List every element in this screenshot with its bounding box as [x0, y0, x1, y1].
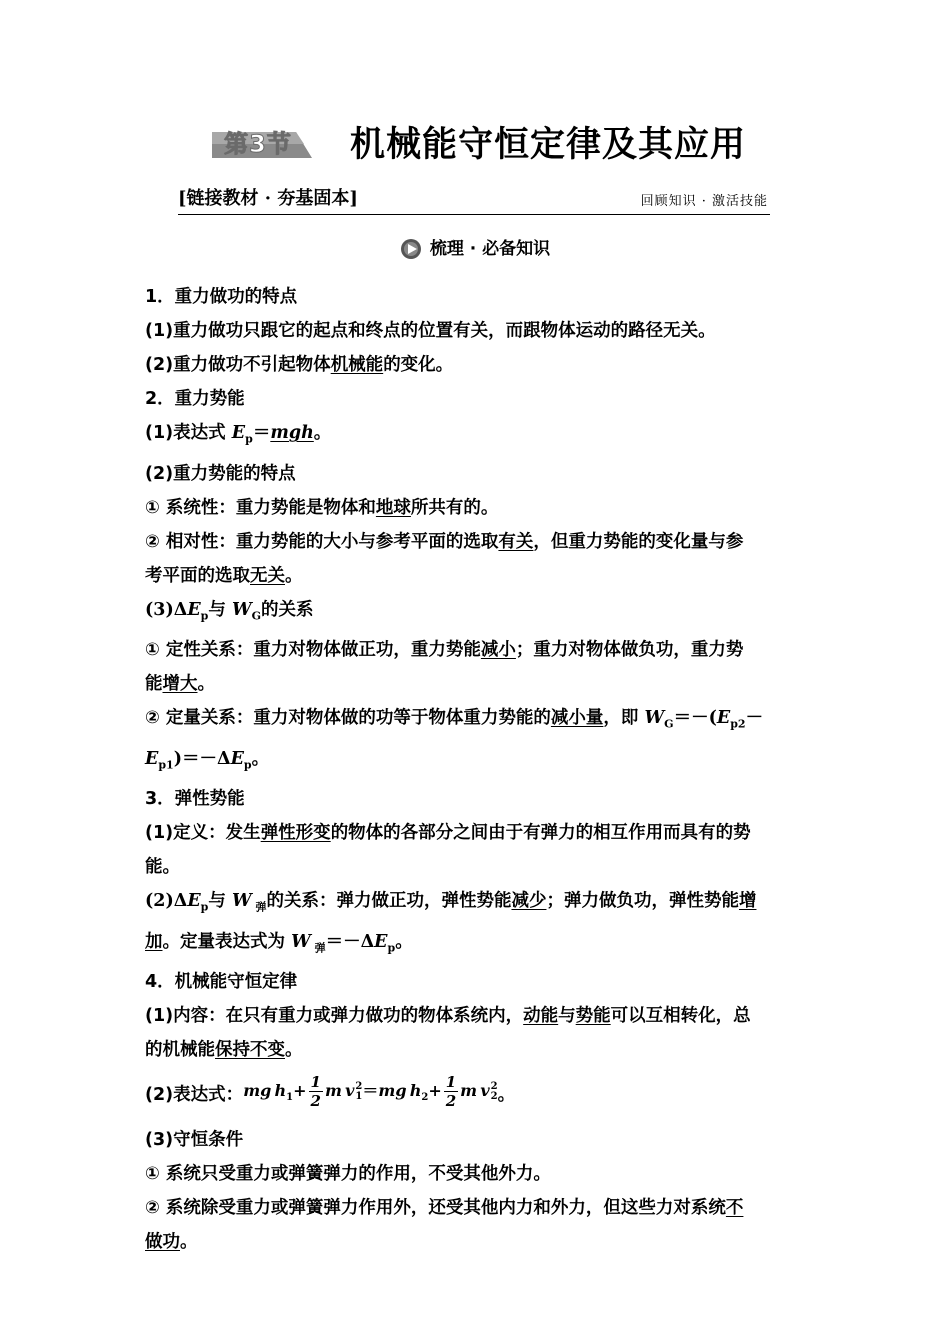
fill-in-answer: 增: [738, 891, 757, 911]
fill-in-answer: 地球: [375, 497, 411, 518]
fill-in-answer: 无关: [250, 565, 285, 586]
link-bar: [178, 186, 770, 215]
paragraph: ① 系统性：重力势能是物体和地球所共有的。: [145, 497, 499, 518]
subsection-title: 梳理 · 必备知识: [429, 239, 551, 259]
fill-in-answer: 减小量: [550, 708, 604, 728]
section-number: 第3节: [224, 130, 292, 158]
fill-in-answer: 减小: [480, 640, 516, 660]
formula-paragraph: (2)表达式： mg $h_1+$ $\frac{1}{2}$ m v 2 1 ＝mg $h_2+$ $\frac{1}{2}$ m v 2 2 。: [145, 1067, 809, 1123]
section-heading: 3．弹性势能: [145, 789, 245, 809]
paragraph: (2)重力势能的特点: [145, 463, 296, 484]
section-badge: [212, 128, 312, 160]
paragraph: (1)表达式 $E_p=mgh$。: [145, 423, 332, 446]
paragraph-continued: 加。定量表达式为 W $_弹=-\Delta E_p$。: [145, 931, 413, 954]
conservation-formula: mg $h_1+$ $\frac{1}{2}$ m v 2 1 ＝mg $h_2+$ $\frac{1}{2}$ m v 2 2: [243, 1073, 498, 1111]
fill-in-answer: 增大: [162, 674, 198, 694]
paragraph: ② 相对性：重力势能的大小与参考平面的选取有关，但重力势能的变化量与参: [145, 531, 744, 552]
fill-in-answer: 动能: [523, 1006, 559, 1026]
fill-in-answer: 保持不变: [215, 1040, 285, 1060]
fraction-half: $\frac{1}{2}$: [310, 1073, 321, 1111]
paragraph: (1)内容：在只有重力或弹力做功的物体系统内，动能与势能可以互相转化，总: [145, 1006, 751, 1026]
paragraph: $(2)\Delta E_p$与 W $_弹$的关系：弹力做正功，弹性势能减少；弹力做负功，弹性势能增: [145, 891, 757, 914]
paragraph: (1)定义：发生弹性形变的物体的各部分之间由于有弹力的相互作用而具有的势: [145, 823, 751, 843]
section-heading: 4．机械能守恒定律: [145, 972, 298, 992]
play-circle-icon: [400, 238, 422, 260]
paragraph: (3)守恒条件: [145, 1130, 244, 1150]
paragraph-continued: 能增大。: [145, 674, 215, 694]
fill-in-answer: mgh: [270, 423, 314, 443]
link-bar-caption: 回顾知识 · 激活技能: [640, 194, 768, 209]
paragraph: (2)重力做功不引起物体机械能的变化。: [145, 355, 454, 375]
fill-in-answer: 有关: [498, 531, 534, 552]
fill-in-answer: 做功: [145, 1232, 180, 1252]
paragraph: (1)重力做功只跟它的起点和终点的位置有关，而跟物体运动的路径无关。: [145, 321, 716, 341]
paragraph: ② 定量关系：重力对物体做的功等于物体重力势能的减小量，即 $W_G=-(E_{p2}-$: [145, 708, 764, 731]
content-body: [145, 280, 809, 1259]
fill-in-answer: 机械能: [330, 355, 384, 375]
paragraph-continued: $E_{p1})=-\Delta E_p$。: [145, 748, 270, 771]
paragraph-continued: 考平面的选取无关。: [145, 565, 303, 586]
fill-in-answer: 弹性形变: [260, 823, 331, 843]
paragraph-continued: 能。: [145, 857, 180, 877]
paragraph: ① 系统只受重力或弹簧弹力的作用，不受其他外力。: [145, 1164, 551, 1184]
paragraph: ① 定性关系：重力对物体做正功，重力势能减小；重力对物体做负功，重力势: [145, 640, 744, 660]
link-bar-label: [链接教材 · 夯基固本]: [178, 188, 358, 209]
fill-in-answer: 不: [725, 1198, 744, 1218]
paragraph-continued: 做功。: [145, 1232, 198, 1252]
fill-in-answer: 减少: [511, 891, 547, 911]
paragraph: ② 系统除受重力或弹簧弹力作用外，还受其他内力和外力，但这些力对系统不: [145, 1198, 744, 1218]
subsection-header: [0, 236, 950, 266]
fill-in-answer: 势能: [575, 1006, 611, 1026]
section-heading: 1．重力做功的特点: [145, 287, 298, 307]
fill-in-answer: 加: [145, 931, 163, 952]
paragraph: $(3)\Delta E_p$与 $W_G$的关系: [145, 599, 314, 622]
fraction-half: $\frac{1}{2}$: [445, 1073, 457, 1111]
paragraph-continued: 的机械能保持不变。: [145, 1040, 303, 1060]
section-heading: 2．重力势能: [145, 389, 245, 409]
page-title: 机械能守恒定律及其应用: [350, 125, 747, 165]
chapter-header: [0, 118, 950, 178]
